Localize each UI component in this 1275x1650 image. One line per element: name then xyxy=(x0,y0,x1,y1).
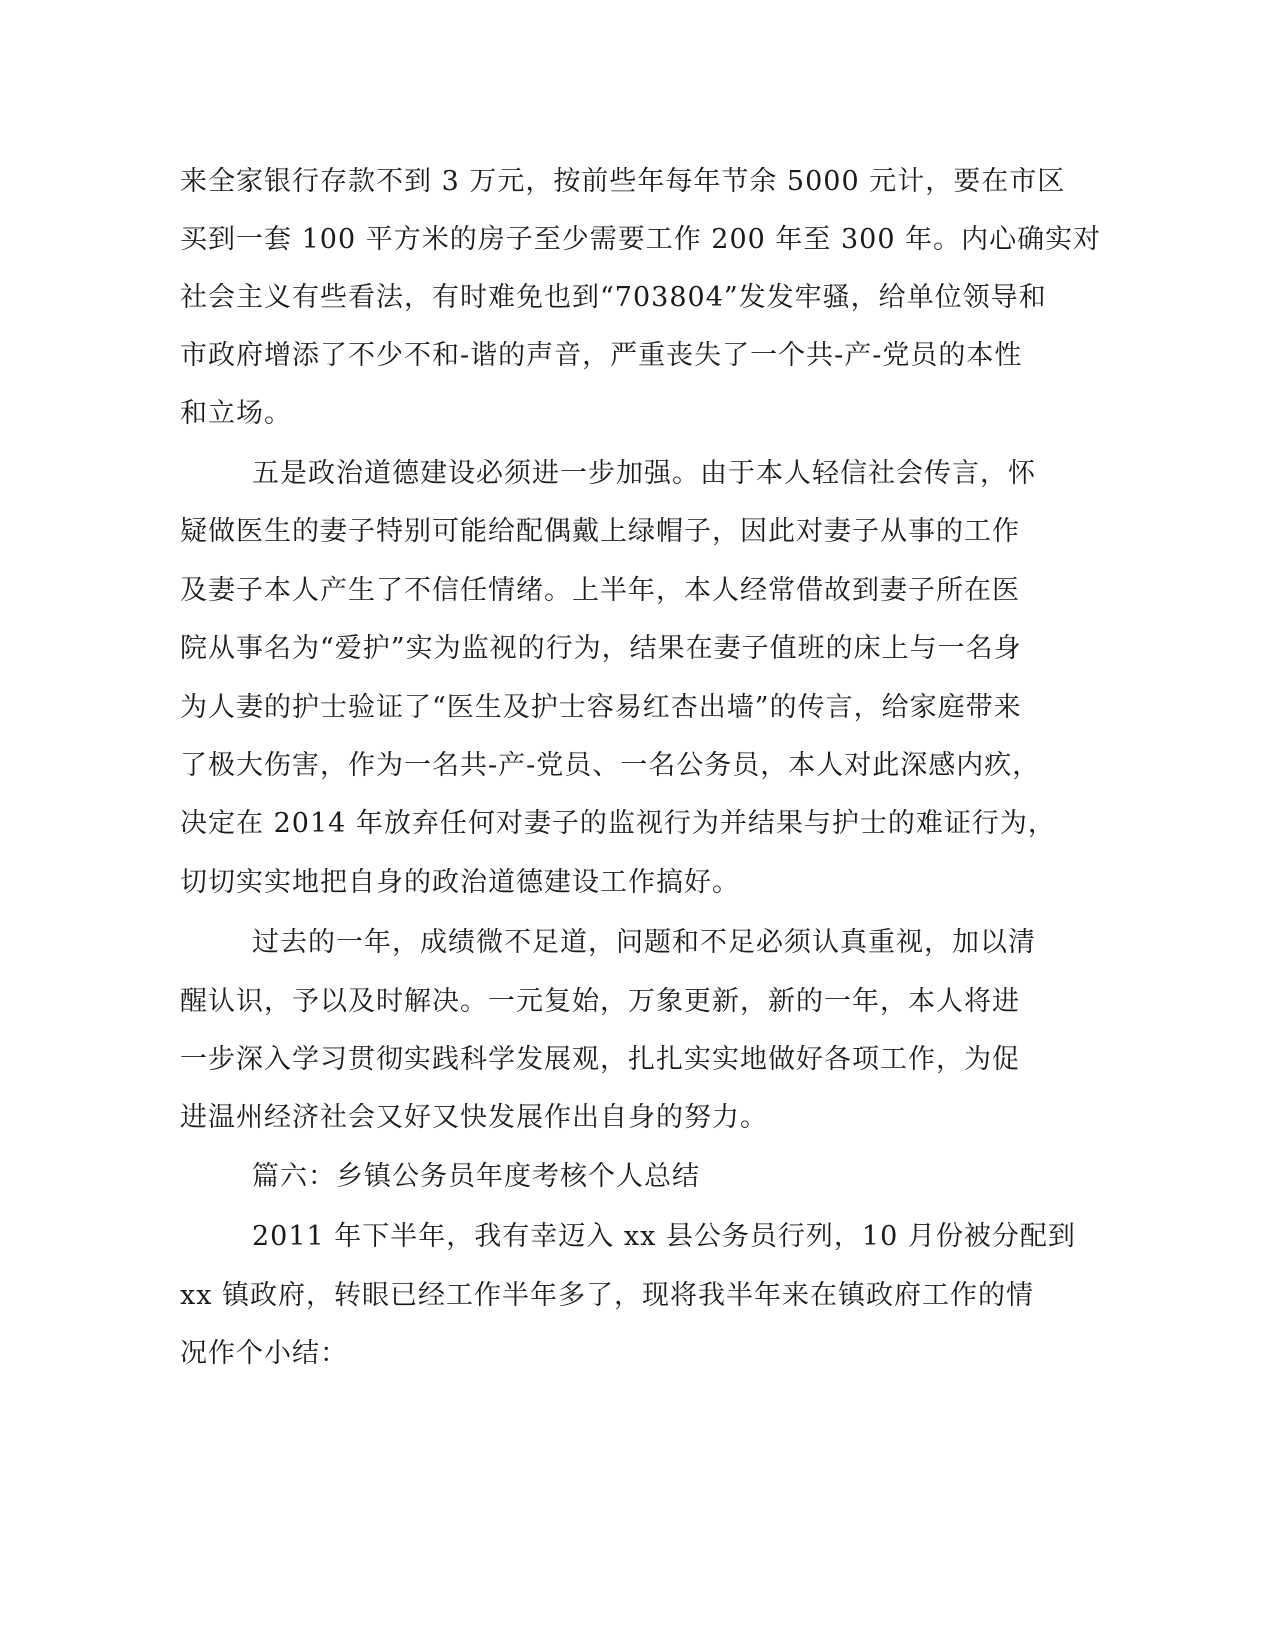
paragraph-line: 醒认识，予以及时解决。一元复始，万象更新，新的一年，本人将进 xyxy=(180,986,1020,1017)
paragraph-line: 为人妻的护士验证了“医生及护士容易红杏出墙”的传言，给家庭带来 xyxy=(180,692,1022,723)
paragraph-line: 社会主义有些看法，有时难免也到“703804”发发牢骚，给单位领导和 xyxy=(180,282,1047,313)
paragraph-line: 来全家银行存款不到 3 万元，按前些年每年节余 5000 元计，要在市区 xyxy=(180,166,1066,197)
paragraph-line: 疑做医生的妻子特别可能给配偶戴上绿帽子，因此对妻子从事的工作 xyxy=(180,516,1020,547)
paragraph-line: 市政府增添了不少不和-谐的声音，严重丧失了一个共-产-党员的本性 xyxy=(180,340,1023,371)
paragraph-line: 及妻子本人产生了不信任情绪。上半年，本人经常借故到妻子所在医 xyxy=(180,575,1020,606)
paragraph-line: 切切实实地把自身的政治道德建设工作搞好。 xyxy=(180,867,740,898)
paragraph-line: 况作个小结： xyxy=(180,1338,348,1369)
paragraph-line: 和立场。 xyxy=(180,398,292,429)
paragraph-line: 进温州经济社会又好又快发展作出自身的努力。 xyxy=(180,1102,768,1133)
paragraph-line: 买到一套 100 平方米的房子至少需要工作 200 年至 300 年。内心确实对 xyxy=(180,224,1102,255)
paragraph-line: 过去的一年，成绩微不足道，问题和不足必须认真重视，加以清 xyxy=(252,927,1036,958)
paragraph-line: 一步深入学习贯彻实践科学发展观，扎扎实实地做好各项工作，为促 xyxy=(180,1044,1020,1075)
paragraph-line: 2011 年下半年，我有幸迈入 xx 县公务员行列，10 月份被分配到 xyxy=(252,1221,1076,1252)
paragraph-line: 五是政治道德建设必须进一步加强。由于本人轻信社会传言，怀 xyxy=(252,458,1036,489)
paragraph-line: 了极大伤害，作为一名共-产-党员、一名公务员，本人对此深感内疚， xyxy=(180,750,1041,781)
paragraph-line: 院从事名为“爱护”实为监视的行为，结果在妻子值班的床上与一名身 xyxy=(180,633,1022,664)
section-heading: 篇六：乡镇公务员年度考核个人总结 xyxy=(252,1161,700,1192)
paragraph-line: 决定在 2014 年放弃任何对妻子的监视行为并结果与护士的难证行为， xyxy=(180,808,1056,839)
paragraph-line: xx 镇政府，转眼已经工作半年多了，现将我半年来在镇政府工作的情 xyxy=(180,1280,1035,1311)
